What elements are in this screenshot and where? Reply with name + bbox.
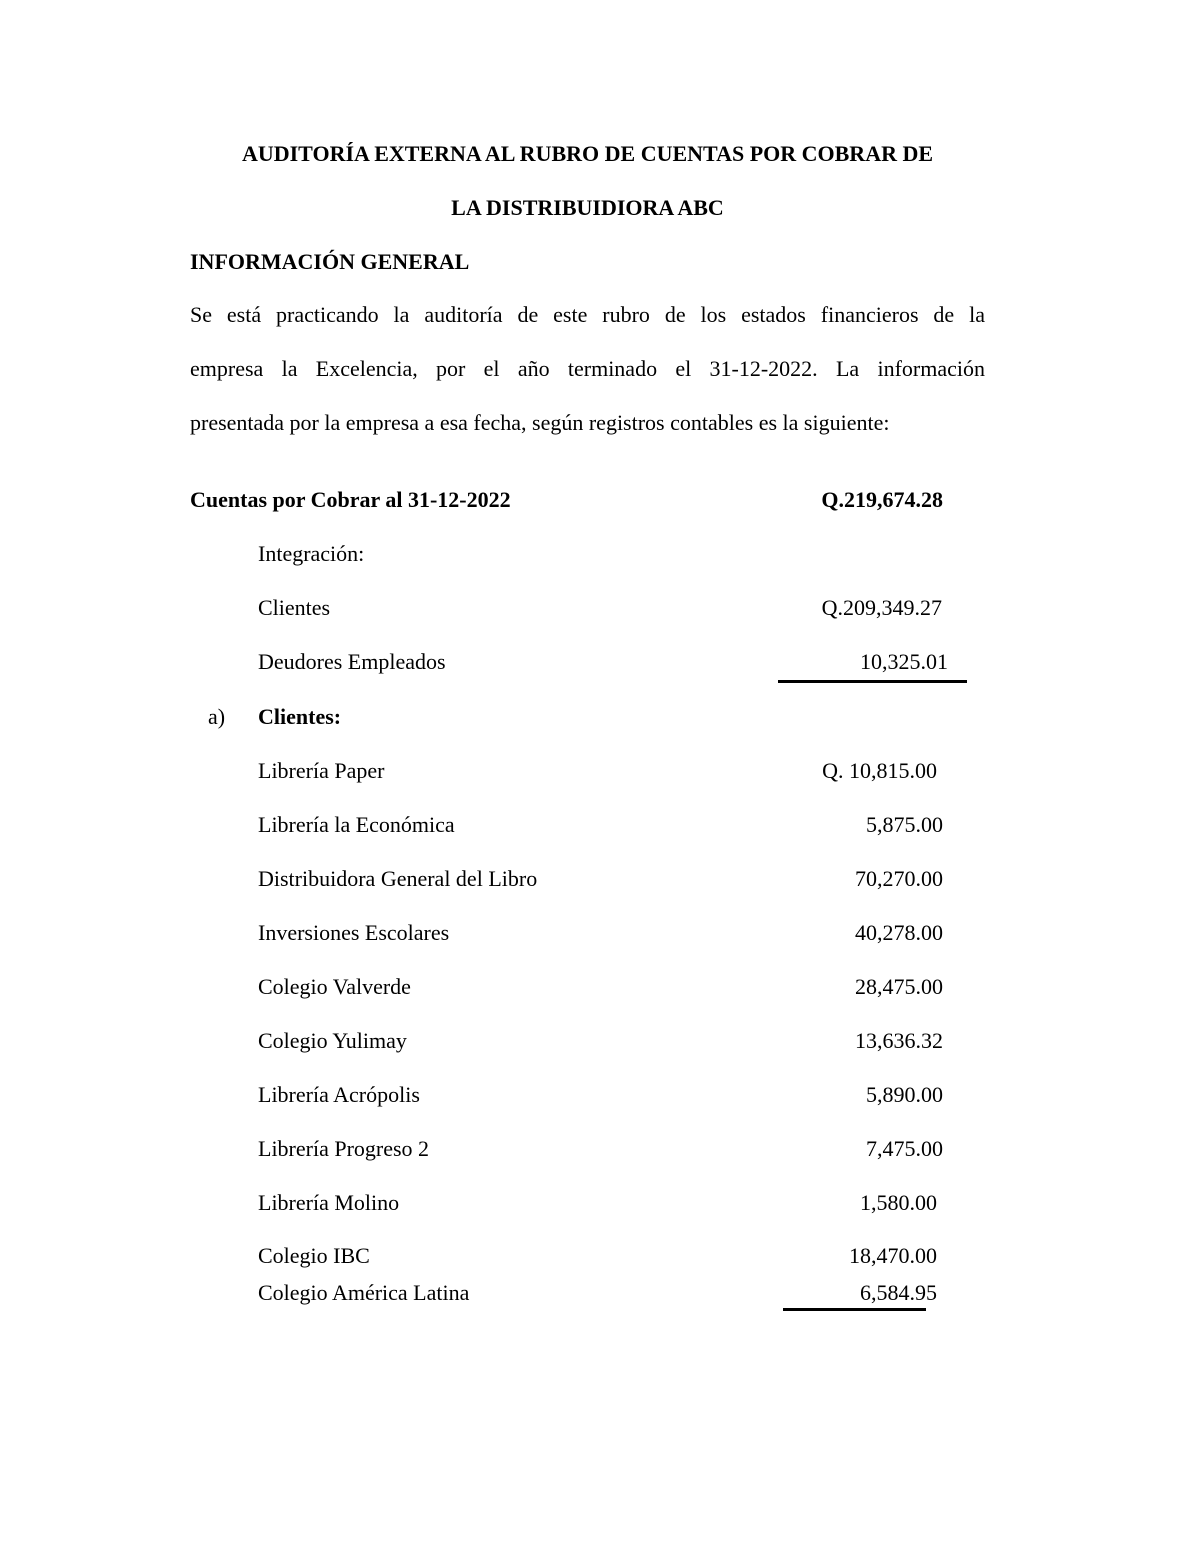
- client-label: Colegio América Latina: [258, 1280, 470, 1305]
- paragraph-line: empresa la Excelencia, por el año terminado el 31-12-2022. La información: [190, 356, 985, 381]
- client-value: 28,475.00: [855, 974, 943, 999]
- client-label: Distribuidora General del Libro: [258, 866, 538, 891]
- summary-item-value: Q.209,349.27: [821, 595, 942, 620]
- client-label: Colegio Valverde: [258, 974, 411, 999]
- client-label: Colegio IBC: [258, 1243, 370, 1268]
- client-value: 5,890.00: [866, 1082, 943, 1107]
- summary-total: Q.219,674.28: [821, 487, 943, 512]
- client-value: 40,278.00: [855, 920, 943, 945]
- document-title-line-2: LA DISTRIBUIDIORA ABC: [451, 195, 724, 220]
- section-heading: INFORMACIÓN GENERAL: [190, 249, 470, 274]
- client-value: Q. 10,815.00: [822, 758, 937, 783]
- client-label: Inversiones Escolares: [258, 920, 450, 945]
- integration-label: Integración:: [258, 541, 365, 566]
- clients-heading: Clientes:: [258, 704, 342, 729]
- paragraph-line: Se está practicando la auditoría de este rubro de los estados financieros de la: [190, 302, 985, 327]
- clients-marker: a): [208, 704, 226, 729]
- client-value: 18,470.00: [849, 1243, 937, 1268]
- document-title-line-1: AUDITORÍA EXTERNA AL RUBRO DE CUENTAS POR COBRAR DE: [241, 141, 934, 166]
- client-label: Librería Molino: [258, 1190, 400, 1215]
- client-value: 13,636.32: [855, 1028, 943, 1053]
- client-label: Librería Paper: [258, 758, 385, 783]
- summary-underline: [778, 680, 967, 683]
- summary-label: Cuentas por Cobrar al 31-12-2022: [190, 487, 511, 512]
- client-value: 5,875.00: [866, 812, 943, 837]
- client-value: 6,584.95: [860, 1280, 937, 1305]
- client-label: Librería Acrópolis: [258, 1082, 420, 1107]
- paragraph-line: presentada por la empresa a esa fecha, según registros contables es la siguiente:: [190, 410, 890, 435]
- client-value: 1,580.00: [860, 1190, 937, 1215]
- client-label: Librería Progreso 2: [258, 1136, 430, 1161]
- intro-paragraph: [190, 288, 985, 450]
- summary-item-value: 10,325.01: [860, 649, 948, 674]
- summary-item-label: Clientes: [258, 595, 331, 620]
- client-label: Colegio Yulimay: [258, 1028, 407, 1053]
- client-value: 7,475.00: [866, 1136, 943, 1161]
- summary-item-label: Deudores Empleados: [258, 649, 446, 674]
- client-label: Librería la Económica: [258, 812, 455, 837]
- clients-underline: [783, 1308, 926, 1311]
- client-value: 70,270.00: [855, 866, 943, 891]
